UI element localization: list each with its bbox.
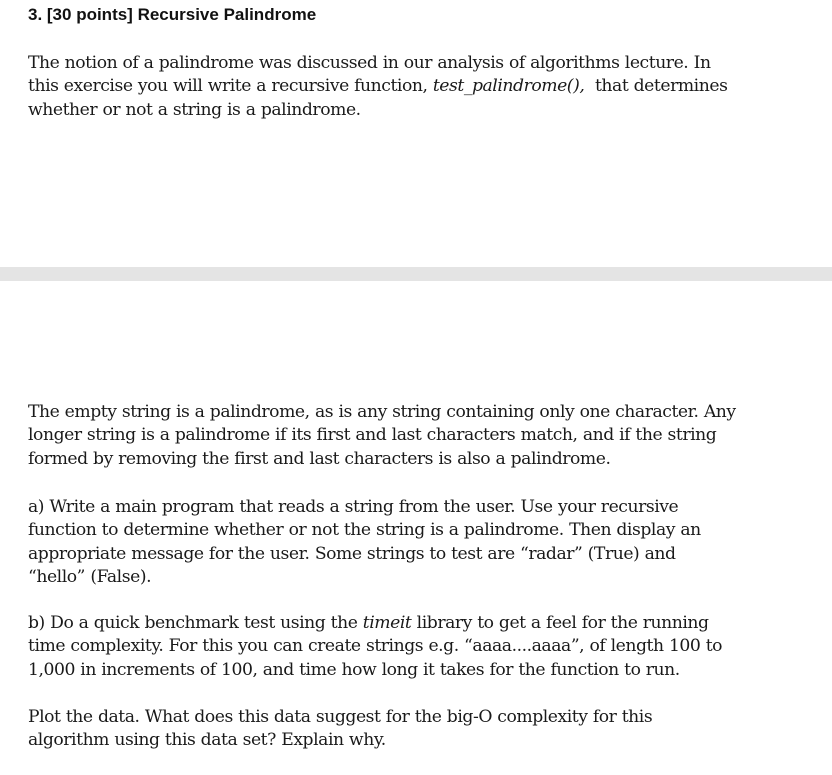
intro-line-2-end: that determines: [584, 76, 728, 97]
definition-line-3: formed by removing the first and last characters is also a palindrome.: [28, 448, 611, 469]
library-name: timeit: [362, 613, 412, 633]
intro-line-1: The notion of a palindrome was discussed in our analysis of algorithms lecture. In: [28, 53, 711, 73]
function-name: test_palindrome(),: [432, 76, 585, 97]
intro-line-3: whether or not a string is a palindrome.: [28, 99, 361, 120]
part-b-line-1-start: b) Do a quick benchmark test using the: [28, 613, 363, 633]
question-heading: 3. [30 points] Recursive Palindrome: [28, 5, 317, 24]
plot-line-2: algorithm using this data set? Explain why.: [28, 730, 386, 751]
part-a-line-1: a) Write a main program that reads a string from the user. Use your recursive: [28, 497, 679, 517]
intro-line-2: [28, 75, 798, 98]
definition-line-1: The empty string is a palindrome, as is any string containing only one character. Any: [28, 402, 736, 422]
part-b-paragraph: [28, 612, 798, 682]
part-a-paragraph: [28, 496, 798, 589]
part-a-line-2: function to determine whether or not the string is a palindrome. Then display an: [28, 520, 701, 541]
definition-line-2: longer string is a palindrome if its first and last characters match, and if the string: [28, 425, 717, 446]
document-page-top: [0, 0, 832, 267]
intro-paragraph: [28, 52, 798, 122]
intro-line-2-start: this exercise you will write a recursive function,: [28, 76, 433, 97]
part-a-line-4: “hello” (False).: [28, 566, 152, 587]
definition-paragraph: [28, 401, 798, 471]
part-b-line-2: time complexity. For this you can create strings e.g. “aaaa....aaaa”, of length 100 to: [28, 636, 723, 657]
part-b-line-3: 1,000 in increments of 100, and time how long it takes for the function to run.: [28, 659, 680, 680]
page-break-gap: [0, 267, 832, 281]
plot-paragraph: [28, 706, 798, 753]
part-b-line-1: [28, 612, 798, 635]
plot-line-1: Plot the data. What does this data suggest for the big-O complexity for this: [28, 707, 653, 727]
part-a-line-3: appropriate message for the user. Some strings to test are “radar” (True) and: [28, 543, 676, 564]
part-b-line-1-end: library to get a feel for the running: [411, 613, 709, 633]
